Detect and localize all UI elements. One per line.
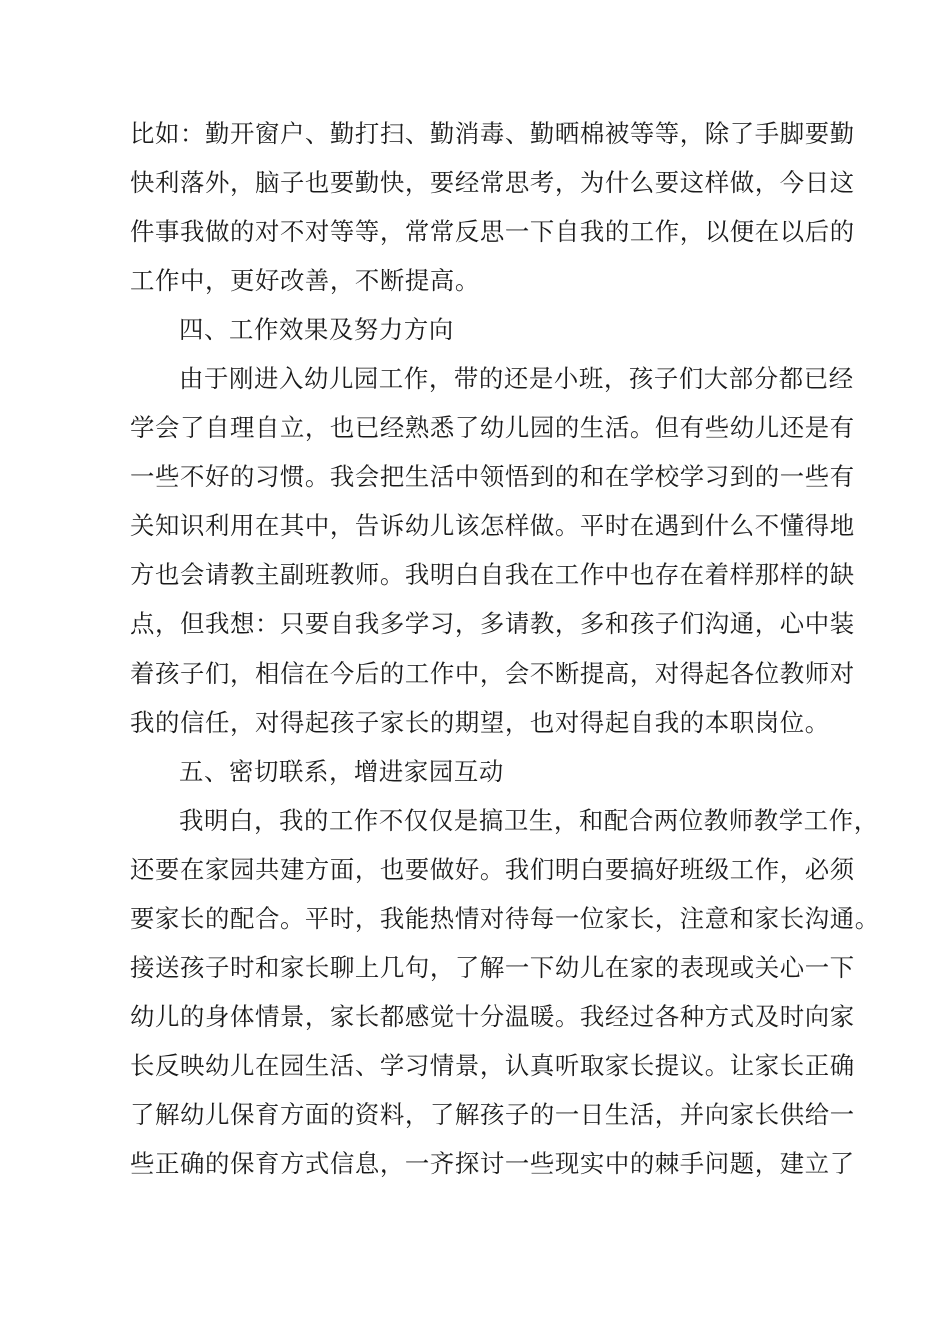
text-line: 点，但我想：只要自我多学习，多请教，多和孩子们沟通，心中装 [130,609,855,639]
text-line: 我的信任，对得起孩子家长的期望，也对得起自我的本职岗位。 [130,707,830,737]
text-line: 要家长的配合。平时，我能热情对待每一位家长，注意和家长沟通。 [130,903,880,933]
text-line: 了解幼儿保育方面的资料，了解孩子的一日生活，并向家长供给一 [130,1099,855,1129]
text-line: 关知识利用在其中，告诉幼儿该怎样做。平时在遇到什么不懂得地 [130,511,855,541]
body-text [130,109,880,1188]
text-line: 方也会请教主副班教师。我明白自我在工作中也存在着样那样的缺 [130,560,855,590]
text-line: 件事我做的对不对等等，常常反思一下自我的工作，以便在以后的 [130,217,855,247]
text-line: 由于刚进入幼儿园工作，带的还是小班，孩子们大部分都已经 [179,364,854,394]
text-line: 接送孩子时和家长聊上几句，了解一下幼儿在家的表现或关心一下 [130,952,855,982]
text-line: 工作中，更好改善，不断提高。 [130,266,480,296]
text-line: 着孩子们，相信在今后的工作中，会不断提高，对得起各位教师对 [130,658,855,688]
text-line: 一些不好的习惯。我会把生活中领悟到的和在学校学习到的一些有 [130,462,855,492]
text-line: 比如：勤开窗户、勤打扫、勤消毒、勤晒棉被等等，除了手脚要勤 [130,119,855,148]
text-line: 幼儿的身体情景，家长都感觉十分温暖。我经过各种方式及时向家 [130,1001,855,1031]
text-line: 还要在家园共建方面，也要做好。我们明白要搞好班级工作，必须 [130,854,855,884]
text-line: 我明白，我的工作不仅仅是搞卫生，和配合两位教师教学工作， [179,805,879,835]
text-line: 长反映幼儿在园生活、学习情景，认真听取家长提议。让家长正确 [130,1050,855,1080]
text-line: 快利落外，脑子也要勤快，要经常思考，为什么要这样做，今日这 [130,168,855,198]
section-heading: 四、工作效果及努力方向 [179,315,454,345]
text-line: 学会了自理自立，也已经熟悉了幼儿园的生活。但有些幼儿还是有 [130,413,855,443]
section-heading: 五、密切联系，增进家园互动 [179,756,504,786]
text-line: 些正确的保育方式信息，一齐探讨一些现实中的棘手问题，建立了 [130,1148,855,1178]
